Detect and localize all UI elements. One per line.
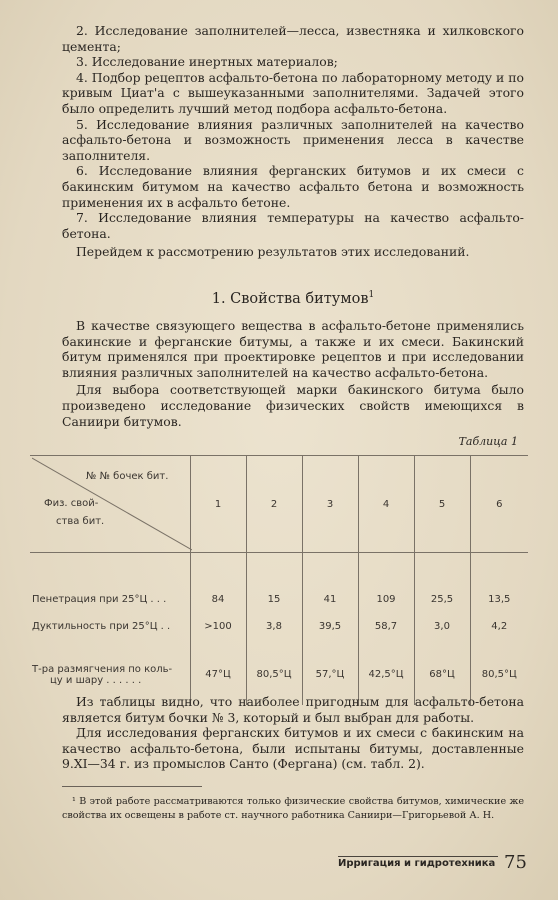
table-cell: 84 xyxy=(190,553,246,609)
paragraph: В качестве связующего вещества в асфальто-бетоне применялись бакинские и ферганские битумы, а также и их смеси. Бакинский битум применялся при проектировке рецептов и при исследовании влияния различных заполнителей на качество асфальто-бетона. xyxy=(62,318,524,380)
column-header: 5 xyxy=(414,456,470,553)
header-barrels-label: № № бочек бит. xyxy=(86,471,169,482)
paragraph: 5. Исследование влияния различных заполнителей на качество асфальто-бетона и возможность применения лесса в качестве заполнителя. xyxy=(62,116,524,163)
table-cell: 15 xyxy=(246,553,302,609)
row-label-line: Т-ра размягчения по коль- xyxy=(32,663,173,675)
table-cell: 58,7 xyxy=(358,609,414,645)
paragraph: Для исследования ферганских битумов и их смеси с бакинским на качество асфальто-бетона, были испытаны битумы, доставленные 9.XI—34 г. из промыслов Санто (Фергана) (см. табл. 2). xyxy=(62,725,524,772)
table-cell: 13,5 xyxy=(470,553,528,609)
section-title-text: 1. Свойства битумов xyxy=(211,290,369,307)
column-header: 1 xyxy=(190,456,246,553)
top-text-block xyxy=(62,23,524,260)
footnote-marker: 1 xyxy=(368,290,375,300)
paragraph: Из таблицы видно, что наиболее пригодным для асфальто-бетона является битум бочки № 3, который и был выбран для работы. xyxy=(62,694,524,725)
paragraph: Для выбора соответствующей марки бакинского битума было произведено исследование физических свойств имеющихся в Саниири битумов. xyxy=(62,382,524,429)
paragraph: 4. Подбор рецептов асфальто-бетона по лабораторному методу и по кривым Циат'а с вышеуказанными заполнителями. Задачей этого было определить лучший метод подбора асфальто-бетона. xyxy=(62,69,524,116)
table-cell: 41 xyxy=(302,553,358,609)
paragraph: 3. Исследование инертных материалов; xyxy=(76,54,338,70)
footnote xyxy=(62,795,524,823)
table-row xyxy=(30,553,528,609)
table-cell: 47°Ц xyxy=(190,645,246,705)
table-cell: 3,0 xyxy=(414,609,470,645)
column-header: 4 xyxy=(358,456,414,553)
table-cell: 25,5 xyxy=(414,553,470,609)
row-label-line: цу и шару . . . . . . xyxy=(50,674,142,686)
table-cell: 4,2 xyxy=(470,609,528,645)
table-cell: 80,5°Ц xyxy=(246,645,302,705)
footer-rule xyxy=(338,856,498,857)
table-label: Таблица 1 xyxy=(458,435,518,448)
table-header-row xyxy=(30,456,528,553)
table-cell: 42,5°Ц xyxy=(358,645,414,705)
table-cell: 57,°Ц xyxy=(302,645,358,705)
column-header: 2 xyxy=(246,456,302,553)
table-cell: 3,8 xyxy=(246,609,302,645)
table-corner-cell xyxy=(30,456,190,553)
mid-text-block xyxy=(62,318,524,429)
running-footer: Ирригация и гидротехника xyxy=(338,858,496,869)
table-cell: 39,5 xyxy=(302,609,358,645)
page-number: 75 xyxy=(504,852,527,873)
paragraph: 6. Исследование влияния ферганских битумов и их смеси с бакинским битумом на качество асфальто бетона и возможность применения их в асфальто бетоне. xyxy=(62,163,524,210)
paragraph: 7. Исследование влияния температуры на качество асфальто-бетона. xyxy=(62,210,524,241)
footnote-rule xyxy=(62,786,202,787)
row-label: Дуктильность при 25°Ц . . xyxy=(32,621,171,632)
header-props-label: ства бит. xyxy=(56,516,105,527)
table-cell: 80,5°Ц xyxy=(470,645,528,705)
bottom-text-block xyxy=(62,694,524,772)
paragraph: Перейдем к рассмотрению результатов этих исследований. xyxy=(76,244,470,260)
column-header: 6 xyxy=(470,456,528,553)
table-cell: 68°Ц xyxy=(414,645,470,705)
paragraph: 2. Исследование заполнителей—лесса, известняка и хилковского цемента; xyxy=(62,23,524,54)
footnote-text: ¹ В этой работе рассматриваются только физические свойства битумов, химические же свойства их освещены в работе ст. научного работника Саниири—Григорьевой А. Н. xyxy=(62,796,524,821)
table-row xyxy=(30,609,528,645)
table-cell: 109 xyxy=(358,553,414,609)
column-header: 3 xyxy=(302,456,358,553)
header-props-label: Физ. свой- xyxy=(44,498,99,509)
bitumen-properties-table xyxy=(30,455,528,705)
table-cell: >100 xyxy=(190,609,246,645)
row-label: Пенетрация при 25°Ц . . . xyxy=(32,593,167,605)
section-title xyxy=(62,290,524,307)
